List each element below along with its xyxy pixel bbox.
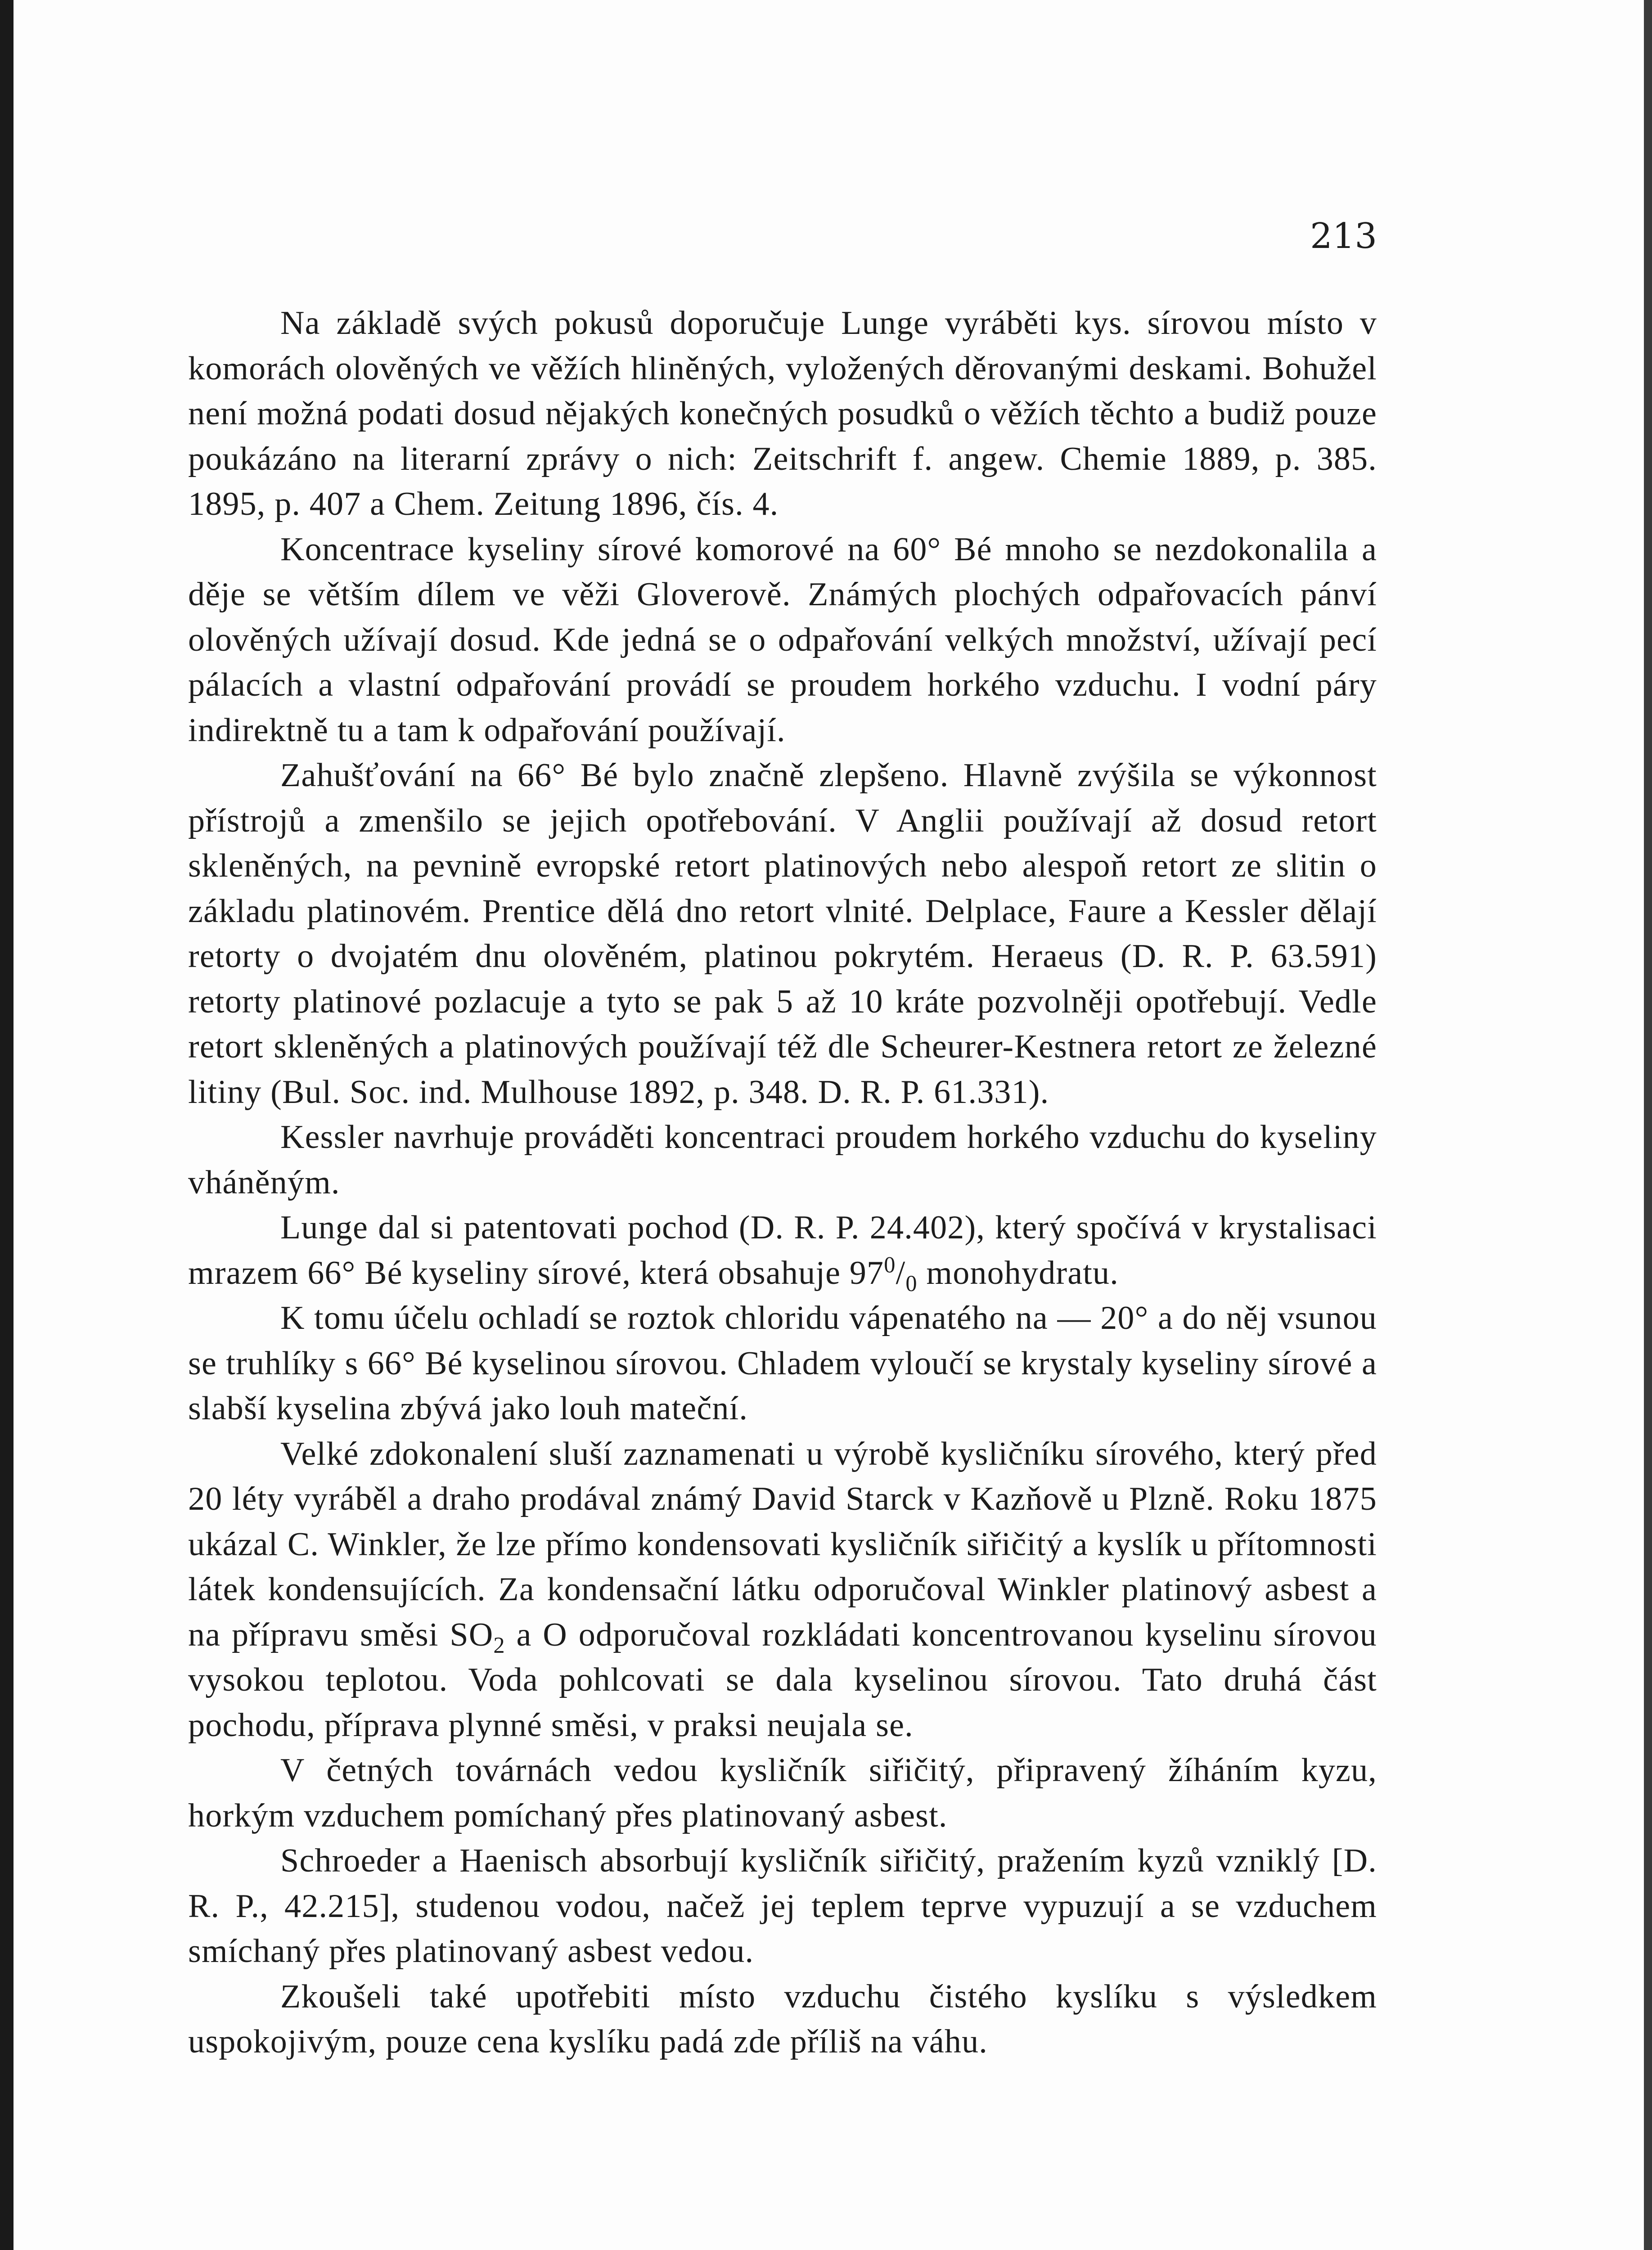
paragraph-5-text-end: monohydratu. — [917, 1254, 1119, 1292]
percent-slash: / — [896, 1254, 906, 1292]
scan-edge-right — [1644, 0, 1652, 2250]
body-text — [188, 301, 1377, 2065]
paragraph-5-text: Lunge dal si patentovati pochod (D. R. P. 24.402), který spočívá v krystalisaci mrazem 66° Bé kyseliny sírové, která obsahuje 97 — [188, 1209, 1377, 1292]
paragraph-10: Zkoušeli také upotřebiti místo vzduchu čistého kyslíku s výsledkem uspokojivým, pouze cena kyslíku padá zde příliš na váhu. — [188, 1978, 1377, 2060]
paragraph-5 — [188, 1205, 1377, 1296]
paragraph-7-text: Velké zdokonalení sluší zaznamenati u výrobě kysličníku sírového, který před 20 léty vyráběl a draho prodával známý David Starck v Kazňově u Plzně. Roku 1875 ukázal C. Winkler, že lze přímo kondensovati kysličník siřičitý a kyslík u přítomnosti látek kondensujících. Za kondensační látku odporučoval Winkler platinový asbest a na přípravu směsi SO — [188, 1435, 1377, 1653]
paragraph-6: K tomu účelu ochladí se roztok chloridu vápenatého na — 20° a do něj vsunou se truhlíky s 66° Bé kyselinou sírovou. Chladem vyloučí se krystaly kyseliny sírové a slabší kyselina zbývá jako louh mateční. — [188, 1300, 1377, 1427]
percent-sub: 0 — [905, 1270, 918, 1296]
scan-edge-left — [0, 0, 14, 2250]
paragraph-1: Na základě svých pokusů doporučuje Lunge vyráběti kys. sírovou místo v komorách olověných ve věžích hliněných, vyložených děrovanými deskami. Bohužel není možná podati dosud nějakých konečných posudků o věžích těchto a budiž pouze poukázáno na literarní zprávy o nich: Zeitschrift f. angew. Chemie 1889, p. 385. 1895, p. 407 a Chem. Zeitung 1896, čís. 4. — [188, 305, 1377, 522]
paragraph-3: Zahušťování na 66° Bé bylo značně zlepšeno. Hlavně zvýšila se výkonnost přístrojů a zmenšilo se jejich opotřebování. V Anglii používají až dosud retort skleněných, na pevnině evropské retort platinových nebo alespoň retort ze slitin o základu platinovém. Prentice dělá dno retort vlnité. Delplace, Faure a Kessler dělají retorty o dvojatém dnu olověném, platinou pokrytém. Heraeus (D. R. P. 63.591) retorty platinové pozlacuje a tyto se pak 5 až 10 kráte pozvolněji opotřebují. Vedle retort skleněných a platinových používají též dle Scheurer-Kestnera retort ze železné litiny (Bul. Soc. ind. Mulhouse 1892, p. 348. D. R. P. 61.331). — [188, 757, 1377, 1111]
paragraph-7 — [188, 1431, 1377, 1748]
paragraph-8: V četných továrnách vedou kysličník siřičitý, připravený žíháním kyzu, horkým vzduchem pomíchaný přes platinovaný asbest. — [188, 1752, 1377, 1834]
so2-subscript: 2 — [493, 1632, 505, 1658]
paragraph-4: Kessler navrhuje prováděti koncentraci proudem horkého vzduchu do kyseliny vháněným. — [188, 1119, 1377, 1201]
percent-sup: 0 — [884, 1251, 896, 1277]
paragraph-7-text-end: a O odporučoval rozkládati koncentrovanou kyselinu sírovou vysokou teplotou. Voda pohlcovati se dala kyselinou sírovou. Tato druhá část pochodu, příprava plynné směsi, v praksi neujala se. — [188, 1616, 1377, 1744]
paragraph-2: Koncentrace kyseliny sírové komorové na 60° Bé mnoho se nezdokonalila a děje se větším dílem ve věži Gloverově. Známých plochých odpařovacích pánví olověných užívají dosud. Kde jedná se o odpařování velkých množství, užívají pecí pálacích a vlastní odpařování provádí se proudem horkého vzduchu. I vodní páry indirektně tu a tam k odpařování používají. — [188, 531, 1377, 749]
page-number: 213 — [1310, 216, 1377, 256]
paragraph-9: Schroeder a Haenisch absorbují kysličník siřičitý, pražením kyzů vzniklý [D. R. P., 42.215], studenou vodou, načež jej teplem teprve vypuzují a se vzduchem smíchaný přes platinovaný asbest vedou. — [188, 1842, 1377, 1970]
